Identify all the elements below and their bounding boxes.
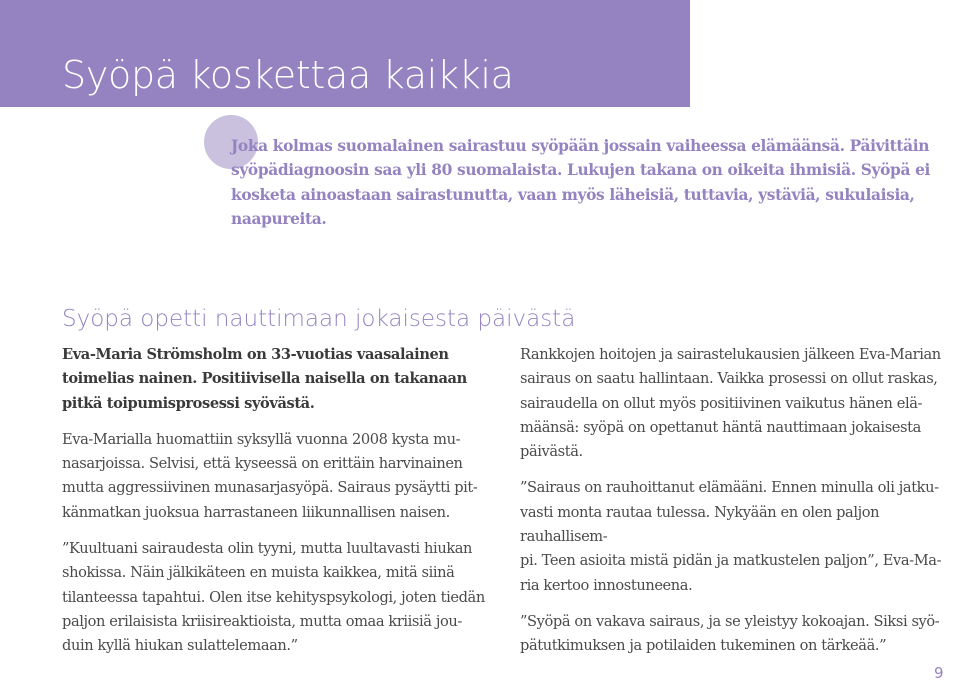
article-quote-paragraph: ”Sairaus on rauhoittanut elämääni. Ennen minulla oli jatku- vasti monta rautaa tulessa. Nykyään en olen paljon rauhallisem- pi. Teen asioita mistä pidän ja matkustelen paljon”, Eva-Ma- ria kertoo innostuneena. — [520, 479, 942, 594]
article-quote-paragraph: ”Syöpä on vakava sairaus, ja se yleistyy kokoajan. Siksi syö- pätutkimuksen ja potilaiden tukeminen on tärkeää.” — [520, 612, 940, 655]
intro-paragraph: Joka kolmas suomalainen sairastuu syöpään jossain vaiheessa elämäänsä. Päivittäin syöpädiagnoosin saa yli 80 suomalaista. Lukujen takana on oikeita ihmisiä. Syöpä ei kosketa ainoastaan sairastunutta, vaan myös läheisiä, tuttavia, ystäviä, sukulaisia, naapureita. — [231, 137, 931, 228]
article-paragraph: Eva-Marialla huomattiin syksyllä vuonna 2008 kysta mu- nasarjoissa. Selvisi, että kyseessä on erittäin harvinainen mutta aggressiivinen munasarjasyöpä. Sairaus pysäytti pit- känmatkan juoksua harrastaneen liikunnallisen naisen. — [62, 430, 478, 521]
article-paragraph: Rankkojen hoitojen ja sairastelukausien jälkeen Eva-Marian sairaus on saatu hallintaan. Vaikka prosessi on ollut raskas, sairaudella on ollut myös positiivinen vaikutus hänen elä- määnsä: syöpä on opettanut häntä nauttimaan jokaisesta päivästä. — [520, 346, 941, 461]
article-left-column — [62, 343, 502, 671]
article-heading: Syöpä opetti nauttimaan jokaisesta päivästä — [62, 306, 576, 332]
page-number: 9 — [934, 664, 944, 682]
article-lead-paragraph: Eva-Maria Strömsholm on 33-vuotias vaasalainen toimelias nainen. Positiivisella naisella on takanaan pitkä toipumisprosessi syövästä. — [62, 346, 467, 412]
article-right-column — [520, 343, 945, 671]
page-title: Syöpä koskettaa kaikkia — [62, 53, 514, 97]
article-quote-paragraph: ”Kuultuani sairaudesta olin tyyni, mutta luultavasti hiukan shokissa. Näin jälkikäteen en muista kaikkea, mitä siinä tilanteessa tapahtui. Olen itse kehityspsykologi, joten tiedän paljon erilaisista kriisireaktioista, mutta omaa kriisiä jou- duin kyllä hiukan sulattelemaan.” — [62, 540, 485, 655]
